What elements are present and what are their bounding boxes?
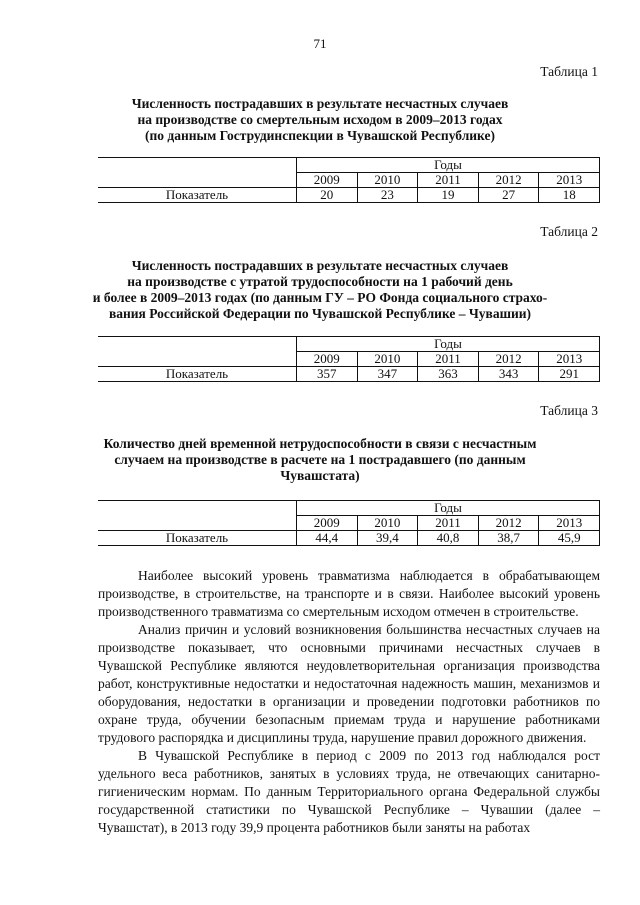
table-1 bbox=[98, 157, 600, 203]
table-1-year: 2011 bbox=[418, 173, 479, 188]
paragraph: Анализ причин и условий возникновения большинства несчастных случаев на производстве показывает, что основными причинами несчастных случаев в Чувашской Республике являются неудовлетворительная организация производства работ, конструктивные недостатки и недостаточная надежность машин, механизмов и оборудования, недостатки в организации и проведении подготовки работников по охране труда, обучении безопасным приемам труда и нарушение работниками трудового распорядка и дисциплины труда, нарушение правил дорожного движения. bbox=[98, 622, 600, 745]
table-1-value: 19 bbox=[418, 188, 479, 203]
table-1-title-line: на производстве со смертельным исходом в 2009–2013 годах bbox=[137, 112, 503, 127]
table-3-title-line: Чувашстата) bbox=[280, 468, 360, 483]
table-3-corner bbox=[98, 501, 297, 531]
table-3-year: 2009 bbox=[297, 516, 358, 531]
table-1-header: Годы bbox=[297, 158, 600, 173]
table-1-value: 18 bbox=[539, 188, 600, 203]
table-3-title-line: Количество дней временной нетрудоспособности в связи с несчастным bbox=[103, 436, 537, 451]
table-1-corner bbox=[98, 158, 297, 188]
table-3-header: Годы bbox=[297, 501, 600, 516]
table-3-caption: Таблица 3 bbox=[540, 403, 598, 418]
table-3-value: 45,9 bbox=[539, 531, 600, 546]
table-2-year: 2012 bbox=[478, 352, 539, 367]
table-3-row-label: Показатель bbox=[98, 531, 297, 546]
paragraph: Наиболее высокий уровень травматизма наблюдается в обрабатывающем производстве, в строительстве, на транспорте и в связи. Наиболее высокий уровень производственного травматизма со смертельным исходом отмечен в строительстве. bbox=[98, 568, 600, 619]
paragraph: В Чувашской Республике в период с 2009 по 2013 год наблюдался рост удельного веса работников, занятых в условиях труда, не отвечающих санитарно-гигиеническим нормам. По данным Территориального органа Федеральной службы государственной статистики по Чувашской Республике – Чувашии (далее – Чувашстат), в 2013 году 39,9 процента работников были заняты на работах bbox=[98, 748, 600, 835]
table-3-year: 2011 bbox=[418, 516, 479, 531]
table-1-value: 23 bbox=[357, 188, 418, 203]
table-2-value: 357 bbox=[297, 367, 358, 382]
table-1-value: 20 bbox=[297, 188, 358, 203]
table-2-value: 363 bbox=[418, 367, 479, 382]
table-3-value: 38,7 bbox=[478, 531, 539, 546]
table-2-title-line: Численность пострадавших в результате несчастных случаев bbox=[131, 258, 509, 273]
table-1-year: 2013 bbox=[539, 173, 600, 188]
table-2-title-line: на производстве с утратой трудоспособности на 1 рабочий день bbox=[127, 274, 513, 289]
table-1-title-line: (по данным Гострудинспекции в Чувашской Республике) bbox=[145, 128, 495, 143]
table-3-year: 2012 bbox=[478, 516, 539, 531]
table-1-year: 2010 bbox=[357, 173, 418, 188]
table-1-value: 27 bbox=[478, 188, 539, 203]
table-2-caption: Таблица 2 bbox=[540, 224, 598, 239]
table-3-value: 39,4 bbox=[357, 531, 418, 546]
table-3-year: 2010 bbox=[357, 516, 418, 531]
table-1-year: 2009 bbox=[297, 173, 358, 188]
table-2-title-line: и более в 2009–2013 годах (по данным ГУ – РО Фонда социального страхо- bbox=[92, 290, 548, 305]
table-1-caption: Таблица 1 bbox=[540, 64, 598, 79]
table-2-value: 347 bbox=[357, 367, 418, 382]
table-3 bbox=[98, 500, 600, 546]
table-3-value: 44,4 bbox=[297, 531, 358, 546]
page-number: 71 bbox=[313, 36, 327, 51]
table-1-title-line: Численность пострадавших в результате несчастных случаев bbox=[131, 96, 509, 111]
table-2-corner bbox=[98, 337, 297, 367]
table-3-title bbox=[90, 436, 550, 484]
table-3-year: 2013 bbox=[539, 516, 600, 531]
table-2-year: 2009 bbox=[297, 352, 358, 367]
table-3-title-line: случаем на производстве в расчете на 1 пострадавшего (по данным bbox=[114, 452, 526, 467]
table-2 bbox=[98, 336, 600, 382]
table-2-title bbox=[90, 258, 550, 322]
table-2-year: 2011 bbox=[418, 352, 479, 367]
table-2-year: 2010 bbox=[357, 352, 418, 367]
table-2-title-line: вания Российской Федерации по Чувашской Республике – Чувашии) bbox=[108, 306, 532, 321]
body-text bbox=[98, 567, 600, 837]
table-1-row-label: Показатель bbox=[98, 188, 297, 203]
table-2-value: 291 bbox=[539, 367, 600, 382]
table-2-value: 343 bbox=[478, 367, 539, 382]
table-1-year: 2012 bbox=[478, 173, 539, 188]
table-2-header: Годы bbox=[297, 337, 600, 352]
table-1-title bbox=[90, 96, 550, 144]
table-3-value: 40,8 bbox=[418, 531, 479, 546]
table-2-row-label: Показатель bbox=[98, 367, 297, 382]
table-2-year: 2013 bbox=[539, 352, 600, 367]
